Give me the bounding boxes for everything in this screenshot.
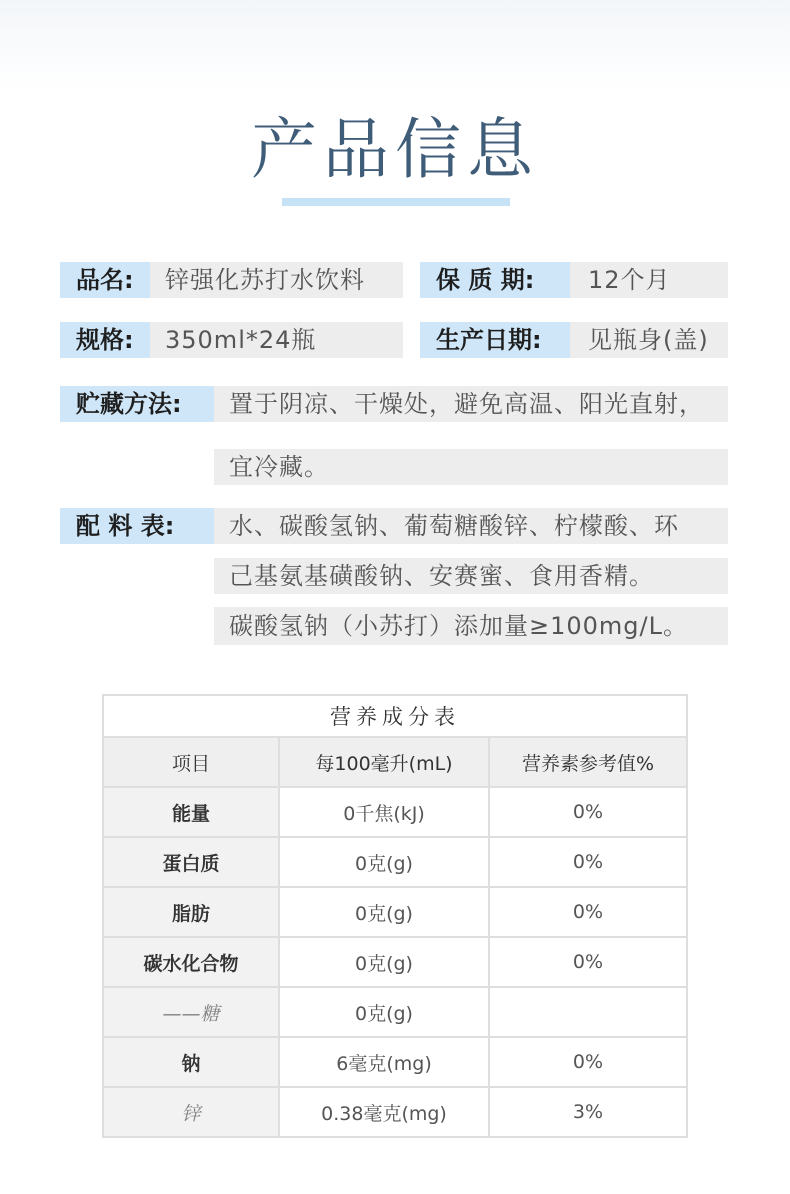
row-item: 能量 — [103, 787, 279, 837]
row-per-100ml: 0克(g) — [279, 987, 489, 1037]
table-row — [103, 787, 687, 837]
shelf-life-value: 12个月 — [570, 262, 728, 298]
row-nrv: 3% — [489, 1087, 687, 1137]
nutrition-table-title: 营养成分表 — [103, 695, 687, 737]
shelf-life-label: 保 质 期: — [420, 262, 570, 298]
row-nrv: 0% — [489, 787, 687, 837]
product-name-label: 品名: — [60, 262, 150, 298]
row-nrv: 0% — [489, 937, 687, 987]
table-row — [103, 937, 687, 987]
storage-line-2: 宜冷藏。 — [214, 449, 728, 485]
row-per-100ml: 0.38毫克(mg) — [279, 1087, 489, 1137]
row-item: 锌 — [103, 1087, 279, 1137]
ingredients-line-1: 水、碳酸氢钠、葡萄糖酸锌、柠檬酸、环 — [214, 508, 728, 544]
table-row — [103, 837, 687, 887]
row-per-100ml: 0克(g) — [279, 837, 489, 887]
row-nrv: 0% — [489, 837, 687, 887]
row-item: 蛋白质 — [103, 837, 279, 887]
header-item: 项目 — [103, 737, 279, 787]
ingredients-label: 配 料 表: — [60, 508, 214, 544]
page-title: 产品信息 — [251, 111, 539, 188]
row-nrv: 0% — [489, 887, 687, 937]
nutrition-table-title-row — [103, 695, 687, 737]
production-date-label: 生产日期: — [420, 322, 570, 358]
row-per-100ml: 0克(g) — [279, 937, 489, 987]
row-nrv — [489, 987, 687, 1037]
row-item: 脂肪 — [103, 887, 279, 937]
table-row — [103, 987, 687, 1037]
production-date-value: 见瓶身(盖) — [570, 322, 728, 358]
row-per-100ml: 0克(g) — [279, 887, 489, 937]
ingredients-line-2: 己基氨基磺酸钠、安赛蜜、食用香精。 — [214, 558, 728, 594]
table-row — [103, 1037, 687, 1087]
nutrition-table — [102, 694, 688, 1138]
title-underline — [282, 198, 510, 206]
spec-value: 350ml*24瓶 — [150, 322, 403, 358]
row-per-100ml: 0千焦(kJ) — [279, 787, 489, 837]
row-item: 钠 — [103, 1037, 279, 1087]
row-item: ——糖 — [103, 987, 279, 1037]
row-per-100ml: 6毫克(mg) — [279, 1037, 489, 1087]
storage-label: 贮藏方法: — [60, 386, 214, 422]
table-row — [103, 1087, 687, 1137]
product-name-value: 锌强化苏打水饮料 — [150, 262, 403, 298]
header-per-100ml: 每100毫升(mL) — [279, 737, 489, 787]
storage-line-1: 置于阴凉、干燥处，避免高温、阳光直射， — [214, 386, 728, 422]
row-nrv: 0% — [489, 1037, 687, 1087]
spec-label: 规格: — [60, 322, 150, 358]
header-nrv: 营养素参考值% — [489, 737, 687, 787]
ingredients-line-3: 碳酸氢钠（小苏打）添加量≥100mg/L。 — [214, 607, 728, 645]
table-row — [103, 887, 687, 937]
row-item: 碳水化合物 — [103, 937, 279, 987]
nutrition-header-row — [103, 737, 687, 787]
